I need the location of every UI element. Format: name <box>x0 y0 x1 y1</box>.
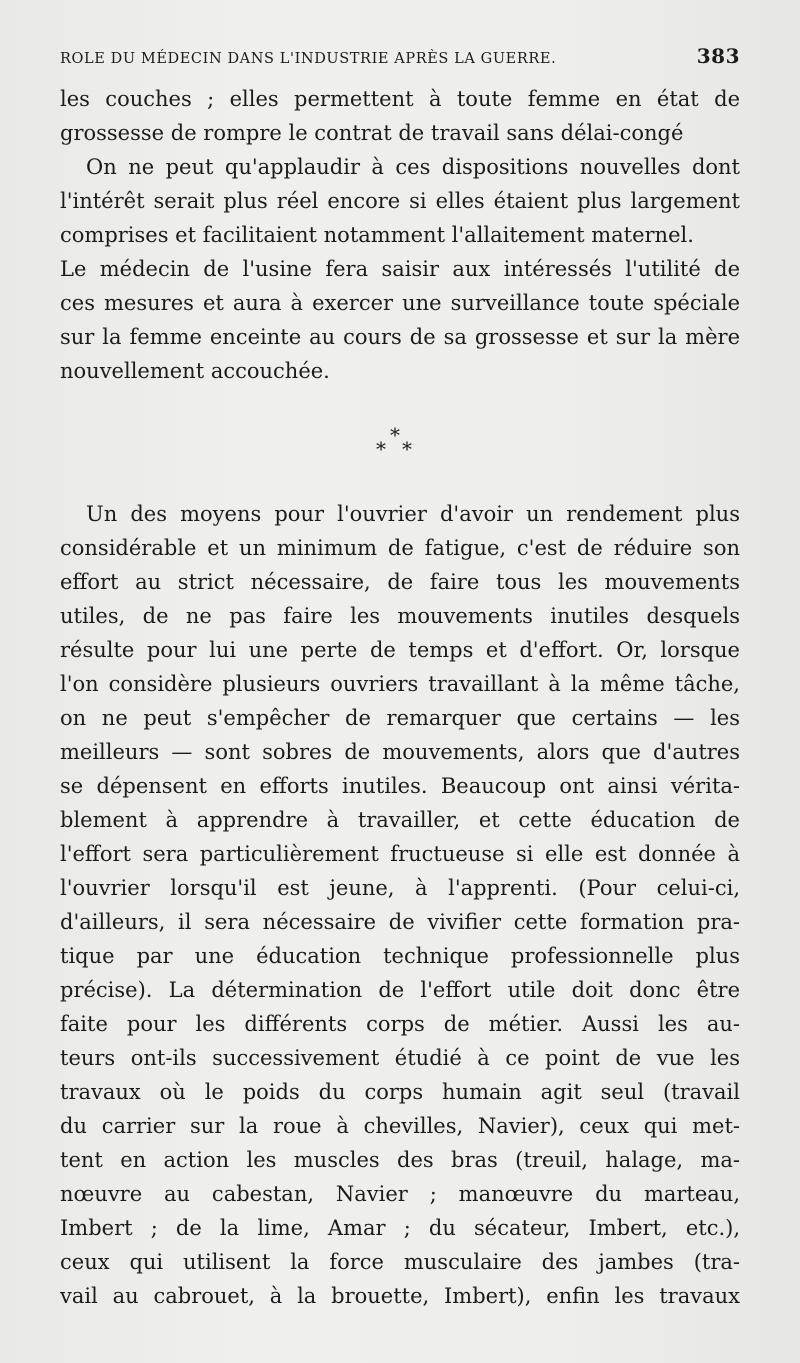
paragraph-block-2 <box>60 497 740 1313</box>
text-line: l'intérêt serait plus réel encore si elles étaient plus largement <box>60 189 740 213</box>
text-line: meilleurs — sont sobres de mouvements, alors que d'autres <box>60 740 740 764</box>
text-line: l'on considère plusieurs ouvriers travaillant à la même tâche, <box>60 672 740 696</box>
text-line: tent en action les muscles des bras (treuil, halage, ma- <box>60 1148 740 1172</box>
text-line: l'ouvrier lorsqu'il est jeune, à l'apprenti. (Pour celui-ci, <box>60 876 740 900</box>
text-line: ceux qui utilisent la force musculaire des jambes (tra- <box>60 1250 740 1274</box>
text-line: d'ailleurs, il sera nécessaire de vivifier cette formation pra- <box>60 910 740 934</box>
paragraph-block-1 <box>60 82 740 388</box>
text-line: travaux où le poids du corps humain agit seul (travail <box>60 1080 740 1104</box>
text-line: Imbert ; de la lime, Amar ; du sécateur, Imbert, etc.), <box>60 1216 740 1240</box>
text-line: ces mesures et aura à exercer une surveillance toute spéciale <box>60 291 740 315</box>
text-line: sur la femme enceinte au cours de sa grossesse et sur la mère <box>60 325 740 349</box>
running-title: ROLE DU MÉDECIN DANS L'INDUSTRIE APRÈS LA GUERRE. <box>60 51 557 67</box>
text-line: précise). La détermination de l'effort utile doit donc être <box>60 978 740 1002</box>
text-line: nouvellement accouchée. <box>60 359 330 383</box>
text-line: se dépensent en efforts inutiles. Beaucoup ont ainsi vérita- <box>60 774 740 798</box>
text-line: teurs ont-ils successivement étudié à ce point de vue les <box>60 1046 740 1070</box>
text-line: Un des moyens pour l'ouvrier d'avoir un rendement plus <box>86 502 740 526</box>
running-header <box>60 44 740 72</box>
text-line: comprises et facilitaient notamment l'allaitement maternel. <box>60 223 694 247</box>
text-line: vail au cabrouet, à la brouette, Imbert), enfin les travaux <box>60 1284 740 1308</box>
text-line: effort au strict nécessaire, de faire tous les mouvements <box>60 570 740 594</box>
asterism-star: * <box>390 423 400 447</box>
asterism-star: * <box>376 437 386 461</box>
text-line: on ne peut s'empêcher de remarquer que certains — les <box>60 706 740 730</box>
text-line: du carrier sur la roue à chevilles, Navier), ceux qui met- <box>60 1114 740 1138</box>
text-line: utiles, de ne pas faire les mouvements inutiles desquels <box>60 604 740 628</box>
text-line: faite pour les différents corps de métier. Aussi les au- <box>60 1012 740 1036</box>
text-line: les couches ; elles permettent à toute femme en état de <box>60 87 740 111</box>
asterism-star: * <box>402 437 412 461</box>
text-line: considérable et un minimum de fatigue, c'est de réduire son <box>60 536 740 560</box>
page-number: 383 <box>696 44 740 68</box>
asterism-separator <box>376 425 424 465</box>
text-line: l'effort sera particulièrement fructueuse si elle est donnée à <box>60 842 740 866</box>
text-line: blement à apprendre à travailler, et cette éducation de <box>60 808 740 832</box>
text-line: Le médecin de l'usine fera saisir aux intéressés l'utilité de <box>60 257 740 281</box>
text-line: grossesse de rompre le contrat de travail sans délai-congé <box>60 121 684 145</box>
text-line: résulte pour lui une perte de temps et d'effort. Or, lorsque <box>60 638 740 662</box>
text-line: nœuvre au cabestan, Navier ; manœuvre du marteau, <box>60 1182 740 1206</box>
text-line: On ne peut qu'applaudir à ces dispositions nouvelles dont <box>86 155 740 179</box>
text-line: tique par une éducation technique professionnelle plus <box>60 944 740 968</box>
